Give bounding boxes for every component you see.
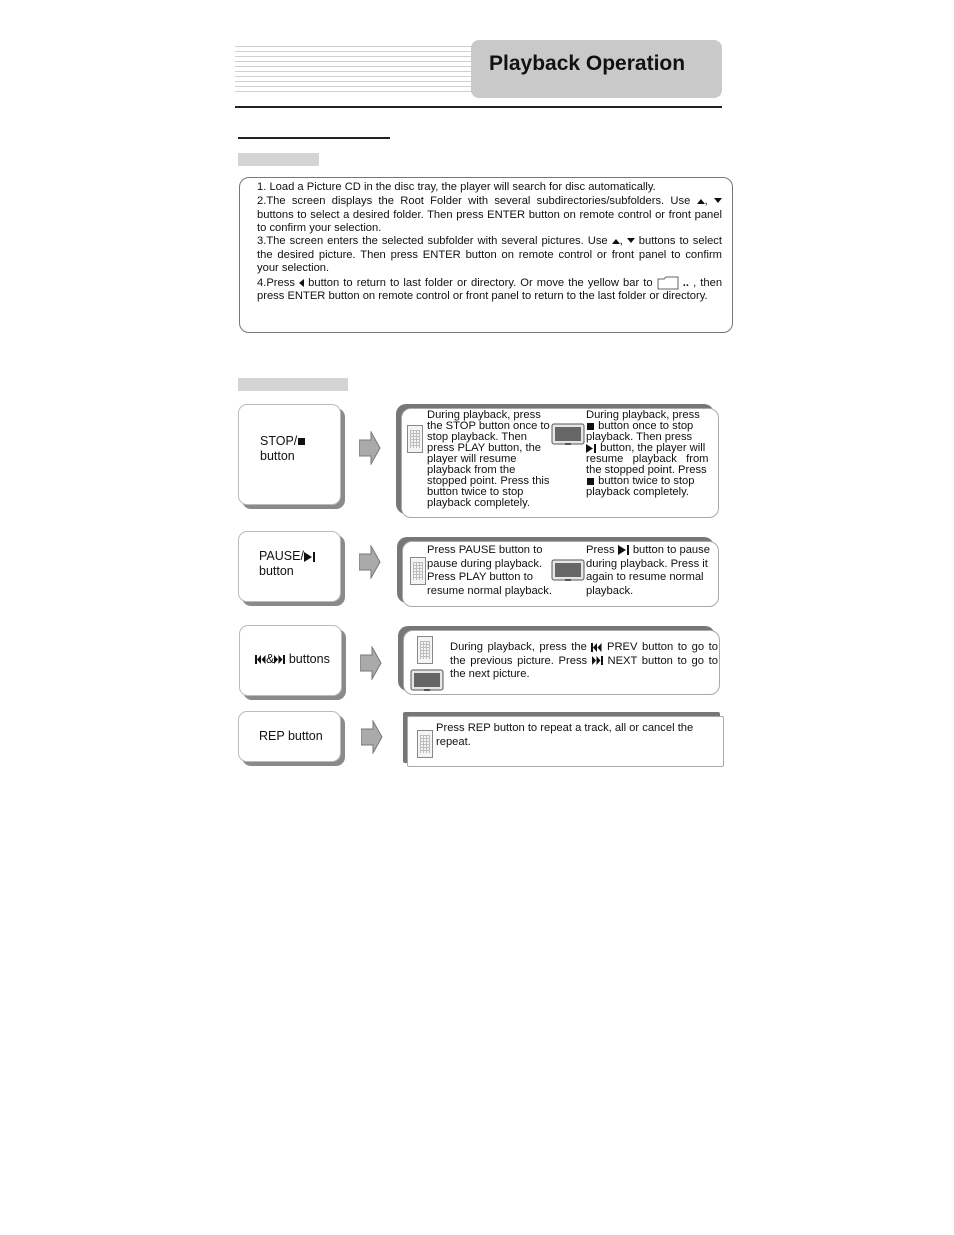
skip-buttons-card bbox=[239, 625, 342, 696]
pause-info-box bbox=[402, 541, 719, 607]
text-line: playback. Then press bbox=[586, 431, 693, 443]
rep-button-label: REP button bbox=[259, 729, 323, 743]
prev-icon bbox=[255, 655, 266, 664]
folder-icon bbox=[657, 276, 679, 290]
instruction-item-3 bbox=[257, 235, 722, 276]
instructions-box bbox=[239, 177, 733, 333]
instruction-item-2 bbox=[257, 195, 722, 236]
text-line: During playback, press bbox=[586, 409, 700, 421]
arrow-right-icon bbox=[360, 646, 382, 680]
text-line: playback completely. bbox=[586, 486, 690, 498]
left-arrow-icon bbox=[299, 279, 304, 287]
play-pause-icon bbox=[618, 545, 630, 555]
label-text: button bbox=[260, 448, 295, 463]
stop-button-card bbox=[238, 404, 341, 505]
instruction-text: button to return to last folder or directory. Or move the yellow bar to bbox=[308, 276, 653, 289]
text: pause during playback. Press it again to resume normal playback. bbox=[586, 544, 710, 598]
stop-panel-text bbox=[586, 410, 718, 498]
label-text: & bbox=[266, 652, 275, 666]
up-arrow-icon bbox=[697, 198, 705, 204]
play-pause-icon bbox=[304, 552, 316, 562]
text: button twice to stop bbox=[598, 475, 695, 487]
pause-remote-text: Press PAUSE button to pause during playback. Press PLAY button to resume normal playback. bbox=[427, 544, 552, 598]
instruction-text: 4.Press bbox=[257, 276, 295, 289]
down-arrow-icon bbox=[714, 198, 722, 204]
label-text: STOP/ bbox=[260, 434, 298, 448]
separator: , bbox=[619, 235, 623, 247]
instruction-text: 2.The screen displays the Root Folder with several subdirectories/subfolders. Use bbox=[257, 195, 691, 207]
stop-icon bbox=[297, 437, 306, 446]
stop-icon bbox=[586, 422, 595, 431]
remote-control-icon bbox=[417, 636, 433, 664]
text: During playback, press the bbox=[450, 641, 587, 653]
rep-button-card bbox=[238, 711, 341, 762]
prev-icon bbox=[591, 643, 602, 652]
label-text: button bbox=[259, 563, 294, 578]
arrow-right-icon bbox=[359, 545, 381, 579]
next-icon bbox=[274, 655, 285, 664]
up-arrow-icon bbox=[612, 238, 620, 244]
stop-remote-text: During playback, press the STOP button once to stop playback. Then press PLAY button, the player will resume playback from the stopped point. Press this button twice to stop playback completely. bbox=[427, 409, 550, 509]
text-line: resume playback from bbox=[586, 453, 709, 465]
parent-folder-dots: .. bbox=[682, 276, 689, 289]
stop-icon bbox=[586, 477, 595, 486]
remote-control-icon bbox=[410, 557, 426, 585]
header-stripes bbox=[235, 46, 473, 92]
tv-icon bbox=[410, 669, 444, 691]
instruction-text: 3.The screen enters the selected subfolder with several pictures. Use bbox=[257, 235, 608, 247]
tv-icon bbox=[551, 423, 585, 445]
text: PREV button to go to the previous picture. Press bbox=[450, 641, 718, 667]
skip-buttons-label bbox=[255, 652, 330, 667]
instruction-item-1 bbox=[257, 181, 722, 195]
arrow-right-icon bbox=[359, 431, 381, 465]
instruction-text: buttons to select the desired picture. Then press ENTER button on remote control or front panel to confirm your selection. bbox=[257, 235, 722, 274]
section-rule bbox=[238, 137, 390, 139]
pause-button-card bbox=[238, 531, 341, 602]
pause-button-label bbox=[259, 549, 316, 578]
page-title: Playback Operation bbox=[489, 52, 686, 75]
text: button to bbox=[632, 544, 677, 556]
skip-text bbox=[450, 641, 718, 682]
rep-info-box bbox=[407, 716, 724, 767]
tv-icon bbox=[551, 559, 585, 581]
play-pause-icon bbox=[586, 444, 597, 453]
section-heading-bar bbox=[238, 378, 348, 391]
instruction-text: 1. Load a Picture CD in the disc tray, the player will search for disc automatically. bbox=[257, 181, 656, 193]
text: button once to stop bbox=[598, 420, 694, 432]
section-heading-bar bbox=[238, 153, 319, 166]
instruction-text: buttons to select a desired folder. Then press ENTER button on remote control or front panel to confirm your selection. bbox=[257, 208, 722, 234]
rep-text: Press REP button to repeat a track, all or cancel the repeat. bbox=[436, 722, 694, 748]
arrow-right-icon bbox=[361, 720, 383, 754]
skip-info-box bbox=[403, 630, 720, 695]
pause-panel-text bbox=[586, 544, 720, 599]
next-icon bbox=[592, 656, 603, 665]
text: Press bbox=[586, 544, 615, 556]
text: NEXT button to go to the next picture. bbox=[450, 654, 719, 681]
text-line: the stopped point. Press bbox=[586, 464, 707, 476]
instruction-item-4 bbox=[257, 276, 722, 304]
stop-info-box bbox=[401, 408, 719, 518]
separator: , bbox=[704, 195, 708, 207]
header-rule bbox=[235, 106, 722, 108]
remote-control-icon bbox=[417, 730, 433, 758]
text: button, the player will bbox=[600, 442, 706, 454]
label-text: buttons bbox=[288, 652, 330, 666]
stop-button-label bbox=[260, 434, 306, 463]
remote-control-icon bbox=[407, 425, 423, 453]
label-text: PAUSE/ bbox=[259, 549, 304, 563]
down-arrow-icon bbox=[627, 238, 635, 244]
instruction-text: , then press ENTER button on remote control or front panel to return to the last folder or directory. bbox=[257, 276, 723, 303]
